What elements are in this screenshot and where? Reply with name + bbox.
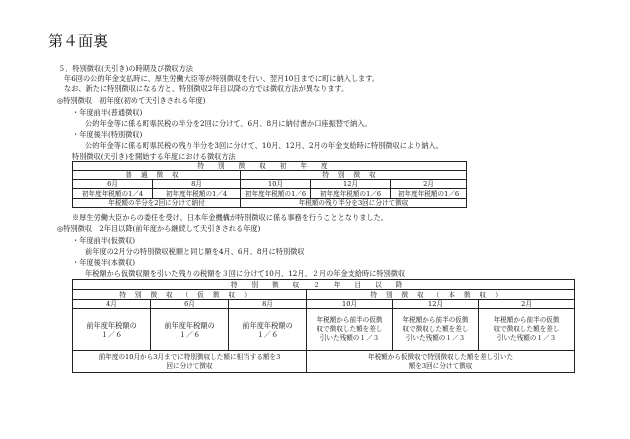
table-header: 特別徴収初年度 xyxy=(73,162,467,171)
bullet-text: ・年度前半(仮徴収) xyxy=(72,236,136,245)
page-title: 第４面裏 xyxy=(48,32,109,50)
note-cell: 年税額から仮徴収で特別徴収した額を差し引いた額を3回に分けて徴収 xyxy=(307,351,575,373)
bullet-text: ・年度前半(普通徴収) xyxy=(72,108,143,117)
subsection-heading: ◎特別徴収 初年度(初めて天引きされる年度) xyxy=(57,96,206,105)
month-cell: 2月 xyxy=(391,180,467,189)
month-cell: 8月 xyxy=(153,180,241,189)
note-cell: 年税額の半分を2回に分けて納付 xyxy=(73,199,241,208)
body-text: 年6回の公的年金支払時に、厚生労働大臣等が特別徴収を行い、翌月10日までに町に納入します。 xyxy=(64,74,380,83)
note-text: ※厚生労働大臣からの委任を受け、日本年金機構が特別徴収に係る事務を行うこととなりました。 xyxy=(72,213,388,222)
amount-cell: 年税額から前半の仮徴収で徴収した額を差し引いた残額の１／３ xyxy=(393,309,479,351)
amount-cell: 初年度年税額の1／6 xyxy=(311,189,391,199)
body-text: 公的年金等に係る町県民税の半分を2回に分けて、6月、8月に納付書か口座振替で納入。 xyxy=(85,119,372,128)
amount-cell: 前年度年税額の１／６ xyxy=(229,309,307,351)
amount-cell: 前年度年税額の１／６ xyxy=(151,309,229,351)
month-cell: 12月 xyxy=(393,300,479,309)
note-cell: 年税額の残り半分を3回に分けて徴収 xyxy=(241,199,467,208)
amount-cell: 年税額から前半の仮徴収で徴収した額を差し引いた残額の１／３ xyxy=(307,309,393,351)
amount-cell: 初年度年税額の1／4 xyxy=(153,189,241,199)
table-caption: 特別徴収(天引き)を開始する年度における徴収方法 xyxy=(72,152,236,161)
month-cell: 2月 xyxy=(479,300,575,309)
first-year-table xyxy=(72,161,467,208)
month-cell: 4月 xyxy=(73,300,151,309)
amount-cell: 年税額から前半の仮徴収で徴収した額を差し引いた残額の１／３ xyxy=(479,309,575,351)
second-year-table xyxy=(72,279,575,373)
month-cell: 8月 xyxy=(229,300,307,309)
amount-cell: 初年度年税額の1／4 xyxy=(73,189,153,199)
body-text: 年税額から仮徴収額を引いた残りの税額を３回に分けて10月、12月、２月の年金支給時に特別徴収 xyxy=(85,269,406,278)
month-cell: 6月 xyxy=(73,180,153,189)
amount-cell: 初年度年税額の1／6 xyxy=(391,189,467,199)
body-text: 公的年金等に係る町県民税の残り半分を3回に分けて、10月、12月、2月の年金支給時に特別徴収により納入。 xyxy=(85,141,443,150)
group-header: 普通徴収 xyxy=(73,171,241,180)
group-header: 特別徴収（仮徴収） xyxy=(73,290,307,300)
month-cell: 10月 xyxy=(241,180,311,189)
bullet-text: ・年度後半(本徴収) xyxy=(72,258,136,267)
section-heading: ５．特別徴収(天引き)の時期及び徴収方法 xyxy=(58,64,193,73)
group-header: 特別徴収（本徴収） xyxy=(307,290,575,300)
bullet-text: ・年度後半(特別徴収) xyxy=(72,130,143,139)
body-text: なお、新たに特別徴収になる方と、特別徴収2年目以降の方では徴収方法が異なります。 xyxy=(64,84,349,93)
month-cell: 6月 xyxy=(151,300,229,309)
month-cell: 12月 xyxy=(311,180,391,189)
note-cell: 前年度の10月から3月までに特別徴収した額に相当する額を3回に分けて徴収 xyxy=(73,351,307,373)
table-header: 特別徴収２年目以降 xyxy=(73,280,575,290)
group-header: 特別徴収 xyxy=(241,171,467,180)
subsection-heading: ◎特別徴収 2年目以降(前年度から継続して天引きされる年度) xyxy=(57,224,261,233)
amount-cell: 前年度年税額の１／６ xyxy=(73,309,151,351)
body-text: 前年度の2月分の特別徴収税額と同じ額を4月、6月、8月に特別徴収 xyxy=(85,247,305,256)
month-cell: 10月 xyxy=(307,300,393,309)
amount-cell: 初年度年税額の1／6 xyxy=(241,189,311,199)
